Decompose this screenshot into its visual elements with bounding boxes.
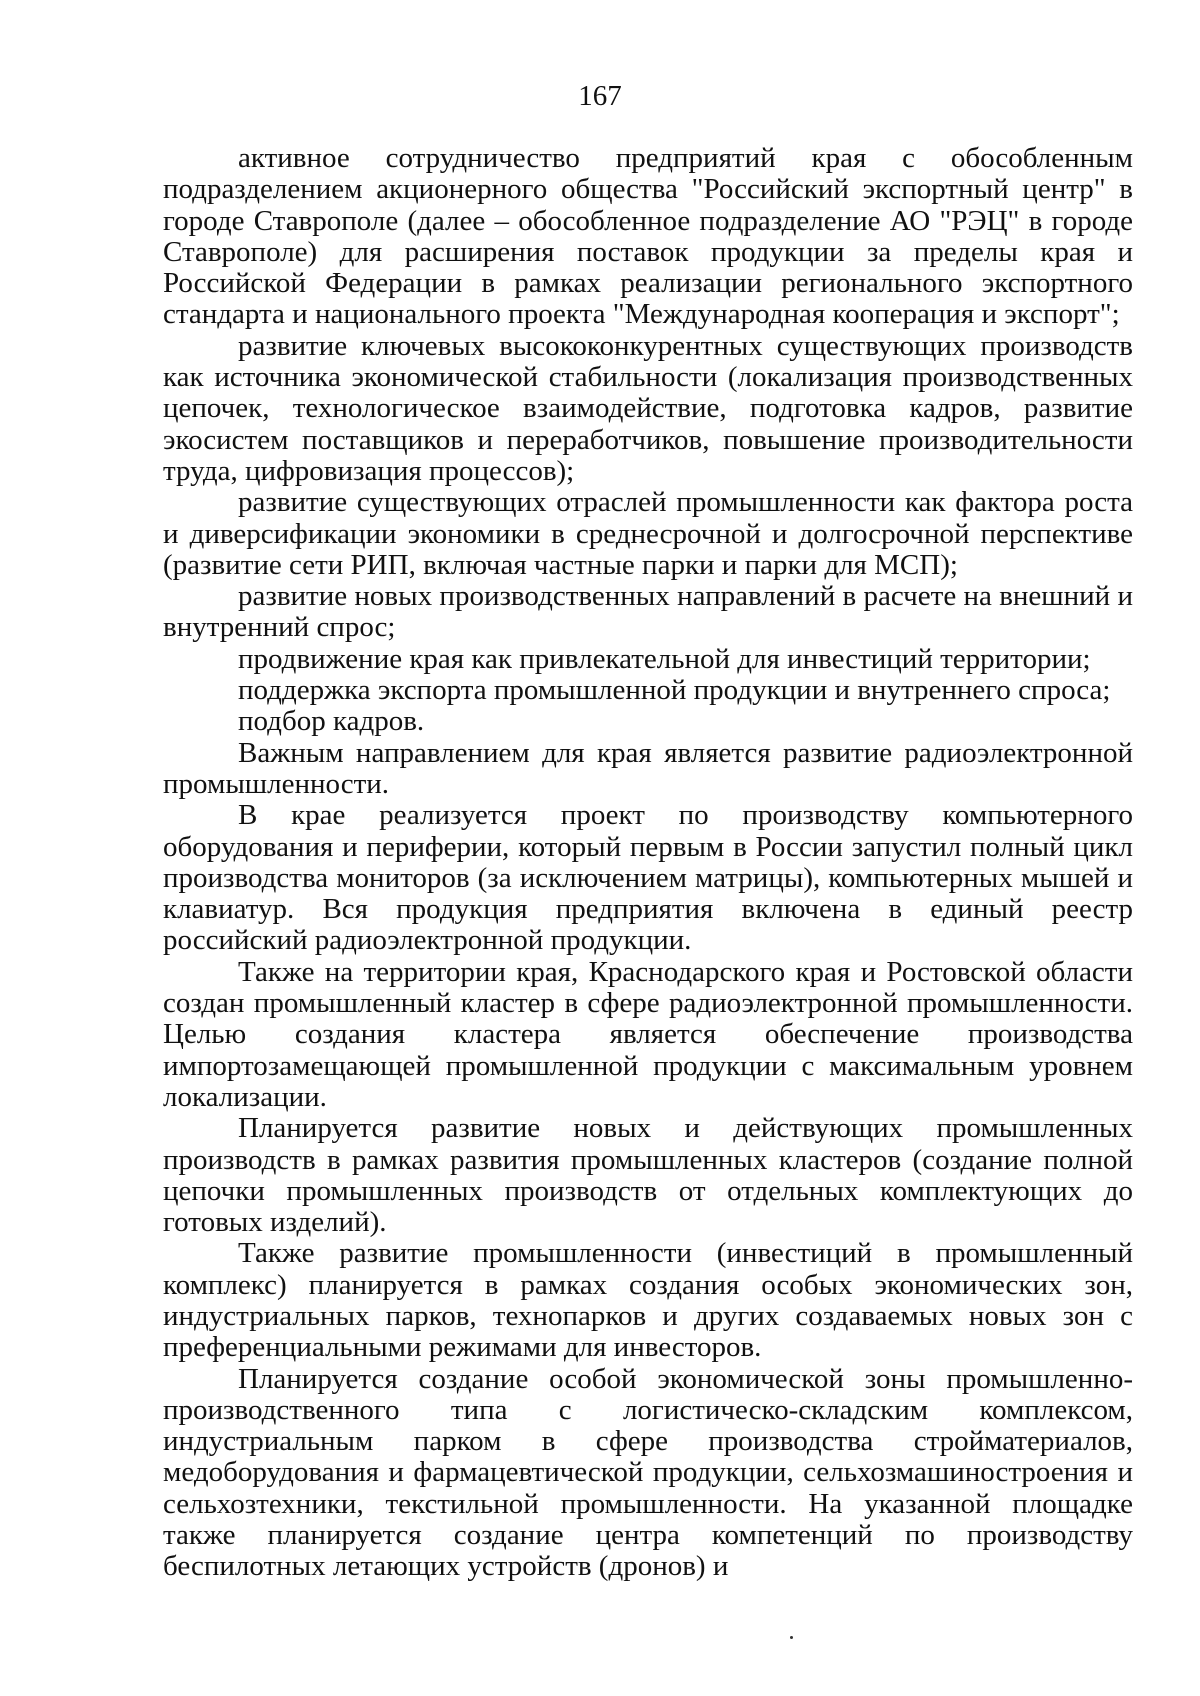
- page-number: 167: [578, 80, 622, 112]
- paragraph-computer-project: В крае реализуется проект по производству компьютерного оборудования и периферии, который первым в России запустил полный цикл производства мониторов (за исключением матрицы), компьютерных мышей и клавиатур. Вся продукция предприятия включена в единый реестр российский радиоэлектронной продукции.: [163, 799, 1133, 957]
- paragraph-export-support: поддержка экспорта промышленной продукции и внутреннего спроса;: [238, 674, 1111, 707]
- paragraph-key-production: развитие ключевых высококонкурентных существующих производств как источника экономической стабильности (локализация производственных цепочек, технологическое взаимодействие, подготовка кадров, развитие экосистем поставщиков и переработчиков, повышение производительности труда, цифровизация процессов);: [163, 329, 1133, 487]
- paragraph-radioelectronics: Важным направлением для края является развитие радиоэлектронной промышленности.: [163, 736, 1133, 800]
- paragraph-industrial-clusters: Планируется развитие новых и действующих промышленных производств в рамках развития промышленных кластеров (создание полной цепочки промышленных производств от отдельных комплектующих до готовых изделий).: [163, 1112, 1133, 1239]
- paragraph-new-directions: развитие новых производственных направлений в расчете на внешний и внутренний спрос;: [163, 580, 1133, 644]
- paragraph-promotion: продвижение края как привлекательной для инвестиций территории;: [238, 642, 1091, 675]
- document-body: [163, 143, 1133, 1583]
- scan-artifact-dot: [790, 1636, 793, 1639]
- paragraph-special-zones: Также развитие промышленности (инвестиций в промышленный комплекс) планируется в рамках создания особых экономических зон, индустриальных парков, технопарков и других создаваемых новых зон с преференциальными режимами для инвесторов.: [163, 1237, 1133, 1364]
- paragraph-existing-industries: развитие существующих отраслей промышленности как фактора роста и диверсификации экономики в среднесрочной и долгосрочной перспективе (развитие сети РИП, включая частные парки и парки для МСП);: [163, 486, 1133, 581]
- paragraph-staffing: подбор кадров.: [238, 705, 425, 738]
- paragraph-export-cooperation: активное сотрудничество предприятий края с обособленным подразделением акционерного общества "Российский экспортный центр" в городе Ставрополе (далее – обособленное подразделение АО "РЭЦ" в городе Ставрополе) для расширения поставок продукции за пределы края и Российской Федерации в рамках реализации регионального экспортного стандарта и национального проекта "Международная кооперация и экспорт";: [163, 142, 1133, 331]
- paragraph-economic-zone: Планируется создание особой экономической зоны промышленно-производственного типа с логистическо-складским комплексом, индустриальным парком в сфере производства стройматериалов, медоборудования и фармацевтической продукции, сельхозмашиностроения и сельхозтехники, текстильной промышленности. На указанной площадке также планируется создание центра компетенций по производству беспилотных летающих устройств (дронов) и: [163, 1362, 1133, 1583]
- paragraph-cluster: Также на территории края, Краснодарского края и Ростовской области создан промышленный кластер в сфере радиоэлектронной промышленности. Целью создания кластера является обеспечение производства импортозамещающей промышленной продукции с максимальным уровнем локализации.: [163, 955, 1133, 1113]
